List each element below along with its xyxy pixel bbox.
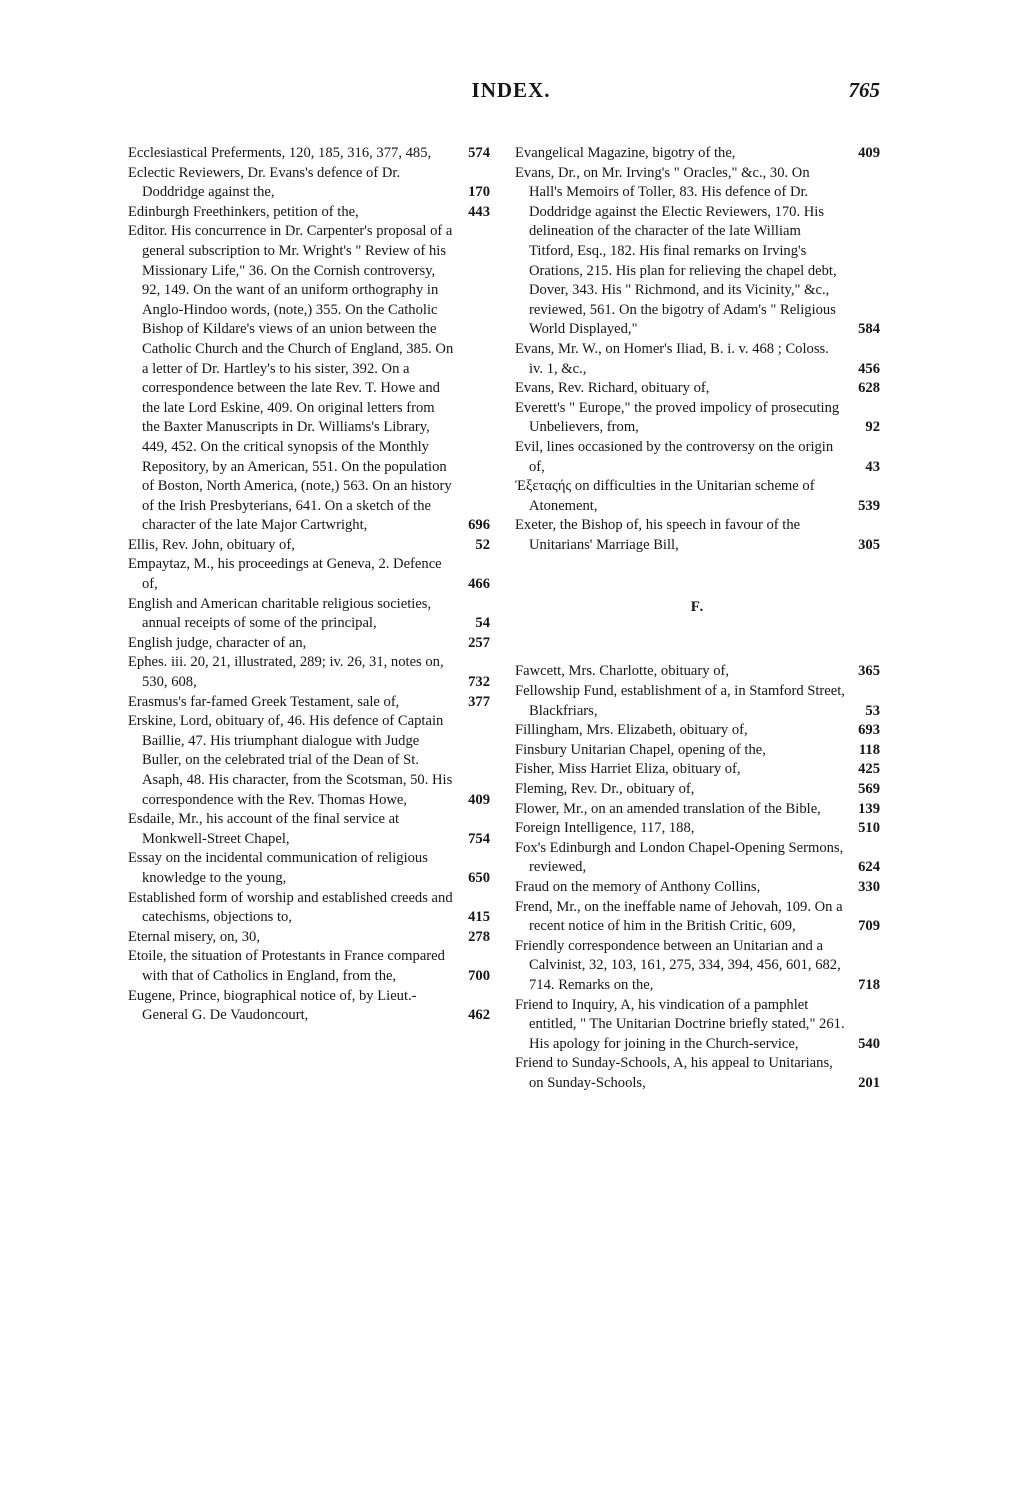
entry-page-ref: 278 (468, 928, 490, 945)
entry-page-ref: 466 (468, 576, 490, 593)
index-entry (515, 760, 880, 780)
entry-page-ref: 539 (858, 497, 880, 514)
index-entry (515, 780, 880, 800)
entry-page-ref: 330 (858, 879, 880, 895)
entry-text: English judge, character of an, (128, 634, 307, 651)
entry-text: Etoile, the situation of Protestants in France compared with that of Catholics in England, from the, (128, 948, 445, 984)
index-entry (128, 634, 490, 654)
entry-page-ref: 693 (858, 722, 880, 739)
entry-text: Eugene, Prince, biographical notice of, by Lieut.-General G. De Vaudoncourt, (128, 987, 417, 1024)
entry-text: Fawcett, Mrs. Charlotte, obituary of, (515, 663, 729, 680)
entry-page-ref: 201 (858, 1074, 880, 1091)
index-entry (515, 662, 880, 682)
index-entry (515, 144, 880, 164)
index-entry (128, 712, 490, 810)
entry-page-ref: 443 (468, 203, 490, 220)
entry-page-ref: 628 (858, 380, 880, 397)
entry-text: Fellowship Fund, establishment of a, in Stamford Street, Blackfriars, (515, 683, 845, 719)
entry-text: Fleming, Rev. Dr., obituary of, (515, 781, 695, 798)
entry-page-ref: 377 (468, 693, 490, 710)
index-entry (515, 898, 880, 937)
entry-page-ref: 43 (865, 458, 880, 475)
entry-page-ref: 650 (468, 869, 490, 886)
entry-text: Established form of worship and established creeds and catechisms, objections to, (128, 889, 453, 926)
entry-text: Finsbury Unitarian Chapel, opening of the, (515, 741, 766, 758)
entry-page-ref: 700 (468, 967, 490, 984)
entry-page-ref: 696 (468, 517, 490, 534)
entry-page-ref: 92 (865, 419, 880, 436)
index-entry (515, 438, 880, 477)
entry-page-ref: 415 (468, 909, 490, 926)
entry-text: Evil, lines occasioned by the controversy on the origin of, (515, 438, 834, 475)
entry-text: Editor. His concurrence in Dr. Carpenter's proposal of a general subscription to Mr. Wright's " Review of his Missionary Life," 36. On the Cornish controversy, 92, 149. On the want of an uniform orthography in Anglo-Hindoo words, (note,) 355. On the Catholic Bishop of Kildare's views of an union between the Catholic Church and the Church of England, 385. On a letter of Dr. Hartley's to his sister, 392. On a correspondence between the late Rev. T. Howe and the late Lord Eskine, 409. On original letters from the Baxter Manuscripts in Dr. Williams's Library, 449, 452. On the critical synopsis of the Monthly Repository, by an American, 551. On the population of Boston, North America, (note,) 563. On an history of the Irish Presbyterians, 641. On a sketch of the character of the late Major Cartwright, (128, 223, 454, 534)
entry-page-ref: 409 (468, 791, 490, 808)
index-entry (128, 203, 490, 223)
entry-text: Edinburgh Freethinkers, petition of the, (128, 203, 359, 220)
entry-page-ref: 462 (468, 1007, 490, 1024)
index-entry (128, 810, 490, 849)
index-entry (128, 164, 490, 203)
entry-text: Eternal misery, on, 30, (128, 928, 260, 945)
entry-page-ref: 305 (858, 536, 880, 553)
index-entry (128, 555, 490, 594)
index-entry (128, 595, 490, 634)
index-entry (128, 947, 490, 986)
entry-text: Ecclesiastical Preferments, 120, 185, 316, 377, 485, (128, 145, 432, 161)
section-letter: F. (690, 599, 705, 616)
entry-text: Fraud on the memory of Anthony Collins, (515, 879, 761, 895)
entry-page-ref: 569 (858, 781, 880, 798)
entry-text: Empaytaz, M., his proceedings at Geneva, 2. Defence of, (128, 556, 442, 593)
entry-text: Fisher, Miss Harriet Eliza, obituary of, (515, 761, 741, 778)
page-number: 765 (848, 78, 880, 102)
left-column (128, 144, 490, 1026)
entry-text: Friend to Inquiry, A, his vindication of a pamphlet entitled, " The Unitarian Doctrine briefly stated," 261. His apology for joining in the Church-service, (515, 996, 845, 1052)
entry-text: Exeter, the Bishop of, his speech in favour of the Unitarians' Marriage Bill, (515, 517, 801, 553)
index-entry (128, 653, 490, 692)
entry-page-ref: 709 (858, 918, 880, 935)
index-entry (515, 996, 880, 1055)
index-entry (128, 928, 490, 948)
running-title: INDEX. (471, 78, 551, 102)
entry-page-ref: 540 (858, 1035, 880, 1052)
entry-page-ref: 510 (858, 820, 880, 837)
index-entry (515, 839, 880, 878)
index-entry (515, 721, 880, 741)
entry-text: Friend to Sunday-Schools, A, his appeal to Unitarians, on Sunday-Schools, (515, 1055, 833, 1091)
index-entry (128, 222, 490, 536)
entry-text: Fillingham, Mrs. Elizabeth, obituary of, (515, 722, 748, 739)
entry-page-ref: 53 (865, 702, 880, 719)
index-entry (515, 340, 880, 379)
entry-text: Ellis, Rev. John, obituary of, (128, 536, 295, 553)
entry-text: Erskine, Lord, obituary of, 46. His defence of Captain Baillie, 47. His triumphant dialogue with Judge Buller, on the celebrated trial of the Dean of St. Asaph, 48. His character, from the Scotsman, 50. His correspondence with the Rev. Thomas Howe, (128, 713, 453, 808)
entry-page-ref: 52 (475, 536, 490, 553)
entry-text: Erasmus's far-famed Greek Testament, sale of, (128, 693, 400, 710)
index-entry (515, 800, 880, 820)
entry-text: Essay on the incidental communication of religious knowledge to the young, (128, 850, 428, 886)
entry-page-ref: 584 (858, 321, 880, 338)
entry-text: Esdaile, Mr., his account of the final service at Monkwell-Street Chapel, (128, 811, 400, 847)
entry-page-ref: 118 (858, 741, 880, 758)
entry-page-ref: 257 (468, 634, 490, 651)
entry-page-ref: 732 (468, 674, 490, 691)
entry-text: Evans, Dr., on Mr. Irving's " Oracles," &c., 30. On Hall's Memoirs of Toller, 83. His defence of Dr. Doddridge against the Electic Reviewers, 170. His delineation of the character of the late William Titford, Esq., 182. His final remarks on Irving's Orations, 215. His plan for relieving the chapel debt, Dover, 343. His " Richmond, and its Vicinity," &c., reviewed, 561. On the bigotry of Adam's " Religious World Displayed," (515, 164, 837, 338)
index-entry (515, 477, 880, 516)
entry-text: Frend, Mr., on the ineffable name of Jehovah, 109. On a recent notice of him in the British Critic, 609, (515, 898, 843, 935)
entry-text: Foreign Intelligence, 117, 188, (515, 820, 695, 837)
index-entry (515, 516, 880, 555)
index-entry (128, 144, 490, 164)
right-column (515, 144, 880, 1094)
index-entry (515, 741, 880, 761)
entry-page-ref: 574 (468, 145, 490, 161)
entry-page-ref: 409 (858, 145, 880, 161)
entry-text: Ephes. iii. 20, 21, illustrated, 289; iv. 26, 31, notes on, 530, 608, (128, 654, 444, 691)
index-entry (128, 693, 490, 713)
index-entry (515, 1054, 880, 1093)
entry-page-ref: 139 (858, 800, 880, 817)
index-entry (515, 682, 880, 721)
entry-text: Evans, Rev. Richard, obituary of, (515, 380, 710, 397)
entry-page-ref: 425 (858, 761, 880, 778)
entry-text: Eclectic Reviewers, Dr. Evans's defence of Dr. Doddridge against the, (128, 164, 401, 201)
index-entry (515, 878, 880, 898)
index-entry (515, 379, 880, 399)
index-entry (515, 399, 880, 438)
entry-page-ref: 718 (858, 976, 880, 993)
index-entry (128, 987, 490, 1026)
entry-text: Everett's " Europe," the proved impolicy of prosecuting Unbelievers, from, (515, 399, 840, 436)
index-entry (515, 937, 880, 996)
entry-text: Evangelical Magazine, bigotry of the, (515, 145, 736, 161)
index-entry (128, 889, 490, 928)
entry-page-ref: 754 (468, 830, 490, 847)
index-entry (515, 819, 880, 839)
entry-page-ref: 365 (858, 663, 880, 680)
entry-text: Fox's Edinburgh and London Chapel-Opening Sermons, reviewed, (515, 839, 844, 876)
entry-page-ref: 624 (858, 859, 880, 876)
entry-page-ref: 170 (468, 184, 490, 201)
entry-text: Friendly correspondence between an Unitarian and a Calvinist, 32, 103, 161, 275, 334, 394, 456, 601, 682, 714. Remarks on the, (515, 937, 841, 993)
entry-page-ref: 456 (858, 360, 880, 377)
entry-text: Flower, Mr., on an amended translation of the Bible, (515, 800, 821, 817)
entry-page-ref: 54 (475, 615, 490, 632)
index-entry (128, 849, 490, 888)
entry-text: Ἐξεταςής on difficulties in the Unitarian scheme of Atonement, (515, 478, 815, 514)
index-entry (128, 536, 490, 556)
entry-text: English and American charitable religious societies, annual receipts of some of the principal, (128, 595, 432, 632)
index-entry (515, 164, 880, 340)
entry-text: Evans, Mr. W., on Homer's Iliad, B. i. v. 468 ; Coloss. iv. 1, &c., (515, 340, 829, 377)
